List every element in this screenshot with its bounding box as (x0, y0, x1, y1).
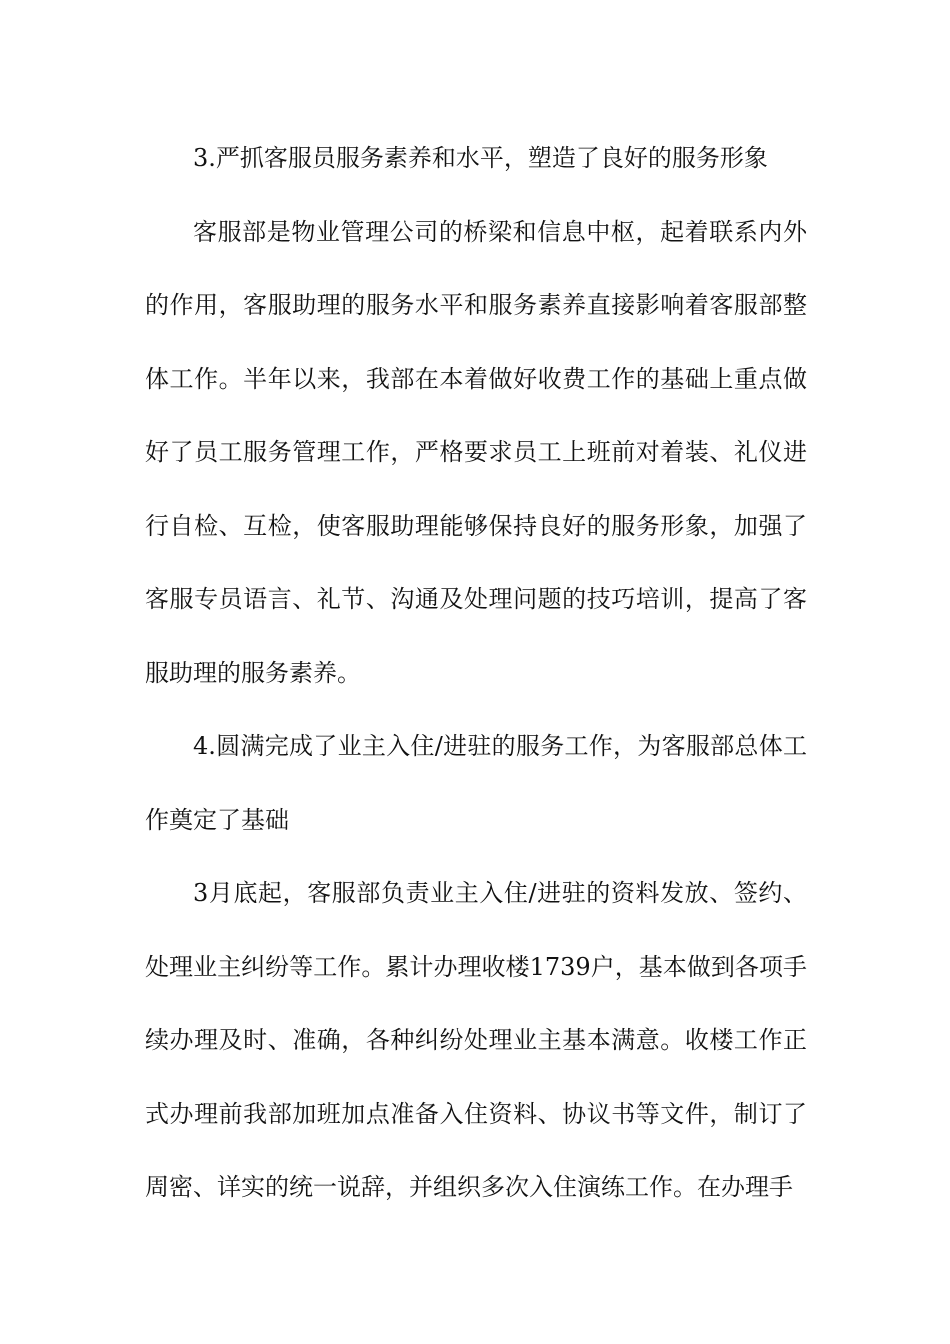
section-heading-3: 3.严抓客服员服务素养和水平，塑造了良好的服务形象 (193, 144, 768, 172)
document-body (145, 122, 807, 1225)
section-heading-4: 4.圆满完成了业主入住/进驻的服务工作，为客服部总体工作奠定了基础 (145, 732, 807, 834)
body-paragraph-service: 客服部是物业管理公司的桥梁和信息中枢，起着联系内外的作用，客服助理的服务水平和服务素养直接影响着客服部整体工作。半年以来，我部在本着做好收费工作的基础上重点做好了员工服务管理工作，严格要求员工上班前对着装、礼仪进行自检、互检，使客服助理能够保持良好的服务形象，加强了客服专员语言、礼节、沟通及处理问题的技巧培训，提高了客服助理的服务素养。 (145, 217, 807, 687)
body-paragraph-move-in: 3月底起，客服部负责业主入住/进驻的资料发放、签约、处理业主纠纷等工作。累计办理收楼1739户，基本做到各项手续办理及时、准确，各种纠纷处理业主基本满意。收楼工作正式办理前我部加班加点准备入住资料、协议书等文件，制订了周密、详实的统一说辞，并组织多次入住演练工作。在办理手 (145, 879, 807, 1201)
